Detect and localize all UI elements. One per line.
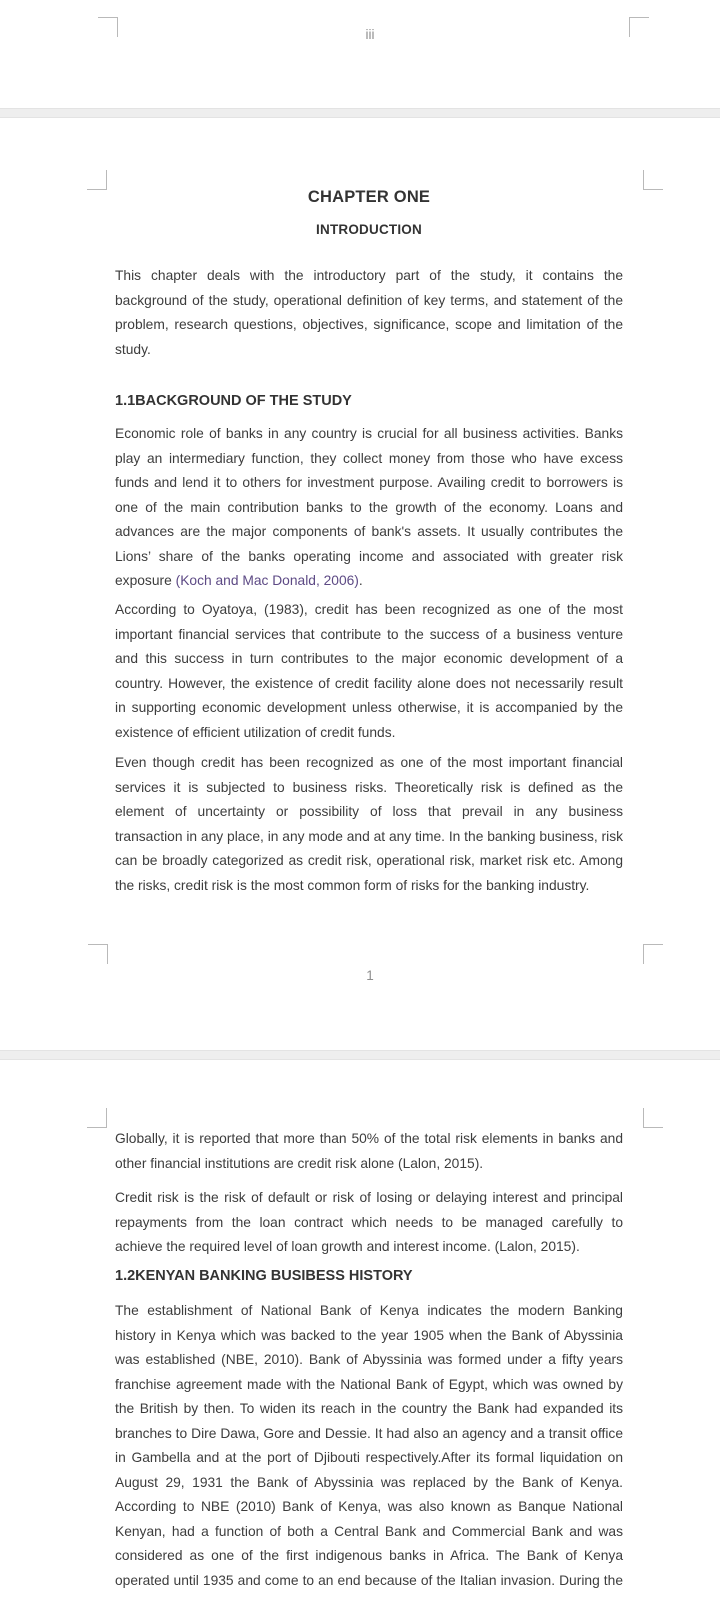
text-line: operated until 1935 and come to an end because of the Italian invasion. During the (115, 1572, 623, 1588)
text-line: was established (NBE, 2010). Bank of Abyssinia was formed under a fifty years (115, 1352, 623, 1367)
citation-link[interactable]: (Koch and Mac Donald, 2006) (175, 573, 359, 588)
text-line: repayments from the loan contract which needs to be managed carefully to (115, 1214, 623, 1230)
page-number-1: 1 (366, 968, 374, 983)
text-boundary-mark-bottom-right (643, 944, 663, 964)
text-boundary-mark-top-left (87, 170, 107, 190)
text-line: considered as one of the first indigenous banks in Africa. The Bank of Kenya (115, 1548, 623, 1563)
paragraph-economic-role (115, 422, 623, 594)
paragraph-globally (115, 1127, 623, 1176)
text-line: funds and lend it to others for investment purpose. Availing credit to borrowers is (115, 475, 623, 490)
text-line: history in Kenya which was backed to the year 1905 when the Bank of Abyssinia (115, 1327, 623, 1343)
page-1 (0, 118, 720, 1050)
text-line: in Gambella and at the port of Djibouti respectively.After its formal liquidation on (115, 1450, 623, 1465)
text-boundary-mark-top-left (87, 1108, 107, 1128)
text-line: advances are the major components of bank's assets. It usually contributes the (115, 524, 623, 539)
text-line: transaction in any place, in any mode and at any time. In the banking business, risk (115, 828, 623, 844)
chapter-title: CHAPTER ONE (307, 188, 431, 206)
text-line: services it is subjected to business risks. Theoretically risk is defined as the (115, 779, 623, 795)
paragraph-credit-risk (115, 1186, 623, 1260)
text-line: franchise agreement made with the National Bank of Egypt, which was owned by (115, 1376, 623, 1392)
page-gap-divider (0, 1050, 720, 1060)
text-line: According to Oyatoya, (1983), credit has been recognized as one of the most (115, 602, 623, 617)
text-line: existence of efficient utilization of credit funds. (115, 724, 396, 740)
text-line: in supporting economic development unless otherwise, it is accompanied by the (115, 700, 623, 715)
page-2 (0, 1060, 720, 1600)
text-span: . (358, 573, 363, 588)
text-line: August 29, 1931 the Bank of Abyssinia was replaced by the Bank of Kenya. (115, 1474, 623, 1490)
paragraph-intro (115, 264, 623, 362)
paragraph-establishment (115, 1299, 623, 1593)
text-line: Credit risk is the risk of default or risk of losing or delaying interest and principal (115, 1190, 623, 1205)
text-line (115, 569, 623, 594)
text-boundary-mark-bottom-left (88, 944, 108, 964)
page-gap-divider (0, 108, 720, 118)
text-line: The establishment of National Bank of Kenya indicates the modern Banking (115, 1303, 623, 1318)
text-line: Kenyan, had a function of both a Central Bank and Commercial Bank and was (115, 1523, 623, 1539)
text-line: one of the main contribution banks to the growth of the economy. Loans and (115, 499, 623, 515)
paragraph-even-though (115, 751, 623, 898)
text-line: and this success in turn contributes to the major economic development of a (115, 651, 623, 666)
text-line: the risks, credit risk is the most common form of risks for the banking industry. (115, 877, 590, 893)
text-line: achieve the required level of loan growth and interest income. (Lalon, 2015). (115, 1239, 580, 1254)
section-heading-1-2: 1.2KENYAN BANKING BUSIBESS HISTORY (115, 1268, 413, 1284)
text-line: other financial institutions are credit risk alone (Lalon, 2015). (115, 1155, 484, 1171)
text-line: Globally, it is reported that more than 50% of the total risk elements in banks and (115, 1131, 623, 1146)
text-line: can be broadly categorized as credit risk, operational risk, market risk etc. Among (115, 853, 623, 868)
paragraph-oyatoya (115, 598, 623, 745)
page-iii (0, 0, 720, 108)
text-line: problem, research questions, objectives, significance, scope and limitation of the (115, 317, 623, 332)
text-line: This chapter deals with the introductory part of the study, it contains the (115, 268, 623, 283)
text-line: element of uncertainty or possibility of loss that prevail in any business (115, 804, 623, 819)
text-line: branches to Dire Dawa, Gore and Dessie. It had also an agency and a transit office (115, 1425, 623, 1441)
page-number-iii: iii (365, 27, 375, 42)
text-line: play an intermediary function, they collect money from those who have excess (115, 450, 623, 466)
text-line: Lions’ share of the banks operating income and associated with greater risk (115, 548, 623, 564)
section-heading-1-1: 1.1BACKGROUND OF THE STUDY (115, 393, 352, 409)
text-boundary-mark-top-right (643, 170, 663, 190)
text-line: Even though credit has been recognized as one of the most important financial (115, 755, 623, 770)
text-line: Economic role of banks in any country is crucial for all business activities. Banks (115, 426, 623, 441)
text-line: study. (115, 341, 151, 357)
text-line: According to NBE (2010) Bank of Kenya, was also known as Banque National (115, 1499, 623, 1514)
text-line: country. However, the existence of credit facility alone does not necessarily result (115, 675, 623, 691)
text-boundary-mark-top-right (643, 1108, 663, 1128)
text-line: important financial services that contribute to the success of a business venture (115, 626, 623, 642)
text-line: the British by then. To widen its reach in the country the Bank had expanded its (115, 1401, 623, 1416)
chapter-subtitle: INTRODUCTION (316, 222, 422, 237)
text-span: exposure (115, 573, 176, 588)
text-line: background of the study, operational definition of key terms, and statement of the (115, 292, 623, 308)
